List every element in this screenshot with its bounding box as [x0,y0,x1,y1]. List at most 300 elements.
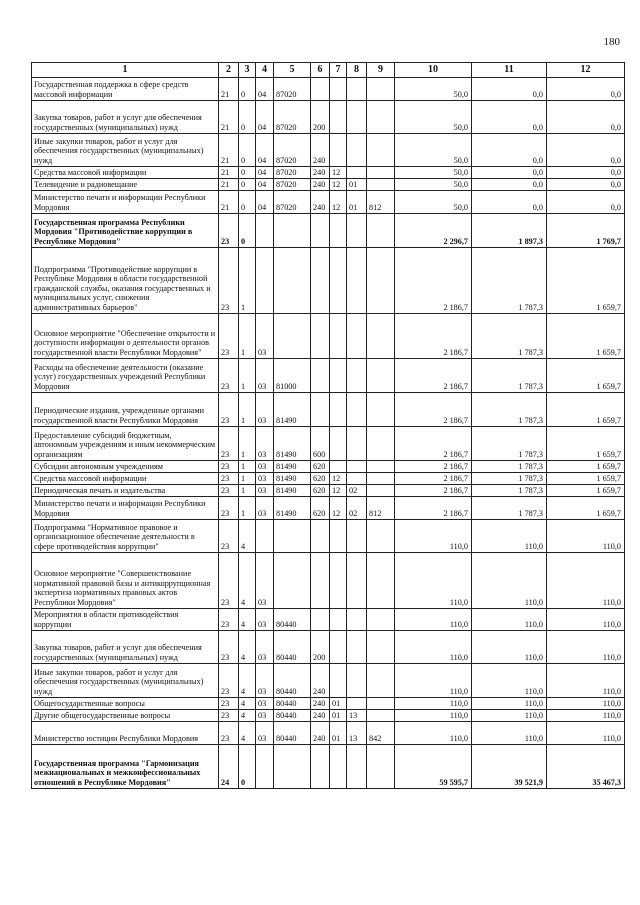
cell-code-7: 12 [330,497,347,520]
cell-value-10: 2 186,7 [395,473,472,485]
table-row [32,473,625,485]
cell-code-6: 200 [311,631,330,664]
cell-code-2: 23 [219,698,239,710]
cell-code-2: 23 [219,314,239,359]
cell-value-10: 2 186,7 [395,359,472,393]
cell-code-7: 01 [330,698,347,710]
cell-code-5 [274,520,311,553]
cell-value-11: 1 787,3 [472,485,547,497]
cell-code-3: 4 [239,698,256,710]
cell-value-10: 2 186,7 [395,393,472,427]
cell-value-10: 2 186,7 [395,497,472,520]
cell-value-10: 110,0 [395,609,472,631]
cell-code-8 [347,473,367,485]
cell-code-8 [347,609,367,631]
cell-code-9 [367,359,395,393]
cell-code-6: 240 [311,179,330,191]
cell-code-7 [330,393,347,427]
cell-code-5: 81490 [274,461,311,473]
row-name: Закупка товаров, работ и услуг для обеспечения государственных (муниципальных) нужд [32,631,219,664]
cell-code-3: 1 [239,314,256,359]
cell-value-11: 0,0 [472,134,547,167]
cell-code-6 [311,520,330,553]
cell-code-8 [347,359,367,393]
cell-code-4: 04 [256,101,274,134]
cell-code-9 [367,664,395,698]
cell-code-7: 12 [330,485,347,497]
cell-code-3: 0 [239,101,256,134]
cell-value-11: 1 787,3 [472,461,547,473]
cell-code-8 [347,314,367,359]
column-header: 7 [330,63,347,78]
table-row [32,497,625,520]
cell-code-4: 03 [256,664,274,698]
cell-code-7: 01 [330,722,347,745]
header-row [32,63,625,78]
column-header: 2 [219,63,239,78]
cell-value-12: 1 659,7 [547,427,625,461]
cell-code-4: 03 [256,393,274,427]
cell-code-8 [347,101,367,134]
cell-code-3: 4 [239,631,256,664]
cell-value-11: 0,0 [472,167,547,179]
cell-code-7: 12 [330,473,347,485]
cell-code-4: 03 [256,461,274,473]
cell-code-8: 01 [347,179,367,191]
cell-code-2: 21 [219,134,239,167]
cell-value-12: 1 659,7 [547,473,625,485]
cell-code-5 [274,214,311,248]
column-header: 1 [32,63,219,78]
cell-code-4: 03 [256,609,274,631]
cell-value-12: 110,0 [547,710,625,722]
cell-code-9 [367,314,395,359]
cell-code-6 [311,359,330,393]
cell-code-2: 23 [219,485,239,497]
column-header: 11 [472,63,547,78]
cell-code-9 [367,710,395,722]
table-row [32,214,625,248]
table-row [32,631,625,664]
table-row [32,427,625,461]
cell-value-12: 0,0 [547,167,625,179]
cell-code-9 [367,473,395,485]
cell-code-6 [311,78,330,101]
cell-code-5 [274,553,311,609]
row-name: Иные закупки товаров, работ и услуг для обеспечения государственных (муниципальных) нужд [32,134,219,167]
cell-code-9: 812 [367,191,395,214]
cell-code-5: 87020 [274,179,311,191]
cell-value-10: 50,0 [395,101,472,134]
cell-code-2: 23 [219,248,239,314]
cell-value-10: 110,0 [395,631,472,664]
cell-code-4: 03 [256,359,274,393]
cell-code-6 [311,553,330,609]
cell-value-10: 110,0 [395,553,472,609]
row-name: Государственная программа "Гармонизация межнациональных и межконфессиональных отношений в Республике Мордовия" [32,745,219,789]
cell-code-8 [347,134,367,167]
column-header: 12 [547,63,625,78]
cell-code-8 [347,167,367,179]
cell-code-7 [330,214,347,248]
row-name: Общегосударственные вопросы [32,698,219,710]
cell-code-3: 0 [239,167,256,179]
cell-value-10: 110,0 [395,520,472,553]
cell-code-3: 1 [239,485,256,497]
cell-value-10: 50,0 [395,134,472,167]
cell-code-8: 02 [347,485,367,497]
cell-code-5: 80440 [274,609,311,631]
row-name: Основное мероприятие "Совершенствование нормативной правовой базы и антикоррупционная экспертиза нормативных правовых актов Республики Мордовия" [32,553,219,609]
cell-value-10: 110,0 [395,722,472,745]
cell-value-12: 110,0 [547,722,625,745]
table-row [32,179,625,191]
table-row [32,664,625,698]
cell-code-4: 03 [256,698,274,710]
cell-code-3: 1 [239,393,256,427]
cell-code-2: 23 [219,393,239,427]
cell-value-11: 1 787,3 [472,248,547,314]
row-name: Периодические издания, учрежденные органами государственной власти Республики Мордовия [32,393,219,427]
cell-code-4: 03 [256,553,274,609]
cell-value-11: 0,0 [472,101,547,134]
table-row [32,485,625,497]
cell-code-6: 620 [311,497,330,520]
cell-code-5: 81490 [274,485,311,497]
cell-value-10: 2 186,7 [395,485,472,497]
row-name: Субсидии автономным учреждениям [32,461,219,473]
cell-code-8 [347,664,367,698]
row-name: Другие общегосударственные вопросы [32,710,219,722]
cell-code-4: 03 [256,427,274,461]
cell-code-8 [347,631,367,664]
cell-code-3: 4 [239,520,256,553]
cell-code-9 [367,609,395,631]
cell-value-11: 1 787,3 [472,497,547,520]
cell-code-7 [330,745,347,789]
cell-code-9 [367,745,395,789]
cell-code-5 [274,314,311,359]
cell-code-2: 21 [219,167,239,179]
cell-code-4: 04 [256,179,274,191]
table-row [32,78,625,101]
cell-code-7 [330,101,347,134]
cell-value-12: 0,0 [547,179,625,191]
cell-code-2: 21 [219,191,239,214]
row-name: Министерство печати и информации Республики Мордовия [32,497,219,520]
cell-code-5: 81490 [274,393,311,427]
cell-code-6 [311,214,330,248]
column-header: 5 [274,63,311,78]
cell-value-11: 110,0 [472,710,547,722]
cell-code-3: 0 [239,745,256,789]
table-row [32,520,625,553]
cell-value-10: 110,0 [395,710,472,722]
cell-code-6: 240 [311,722,330,745]
cell-code-5: 80440 [274,631,311,664]
table-body [32,78,625,789]
cell-code-8 [347,520,367,553]
cell-value-12: 1 659,7 [547,359,625,393]
cell-code-4: 03 [256,473,274,485]
cell-value-12: 110,0 [547,609,625,631]
cell-code-3: 4 [239,609,256,631]
cell-code-6 [311,745,330,789]
cell-code-5: 87020 [274,191,311,214]
cell-value-10: 2 186,7 [395,461,472,473]
column-header: 9 [367,63,395,78]
cell-code-6: 240 [311,698,330,710]
cell-code-4 [256,745,274,789]
cell-value-11: 1 787,3 [472,393,547,427]
table-row [32,393,625,427]
table-row [32,167,625,179]
cell-code-2: 23 [219,722,239,745]
cell-value-12: 0,0 [547,101,625,134]
cell-value-11: 1 787,3 [472,359,547,393]
cell-code-9 [367,631,395,664]
cell-code-7 [330,359,347,393]
cell-value-11: 1 787,3 [472,473,547,485]
cell-code-6 [311,393,330,427]
cell-code-7 [330,553,347,609]
cell-code-5: 80440 [274,698,311,710]
row-name: Подпрограмма "Противодействие коррупции в Республике Мордовия в области государственной гражданской службы, оказания государственных и муниципальных услуг, снижения административных барьеров" [32,248,219,314]
cell-code-5: 80440 [274,664,311,698]
cell-value-12: 1 659,7 [547,497,625,520]
page-number: 180 [603,36,620,48]
column-header: 4 [256,63,274,78]
cell-code-2: 21 [219,78,239,101]
row-name: Средства массовой информации [32,473,219,485]
cell-code-2: 23 [219,461,239,473]
cell-code-4: 04 [256,78,274,101]
table-row [32,553,625,609]
cell-code-2: 23 [219,473,239,485]
cell-value-11: 1 787,3 [472,427,547,461]
cell-code-4: 03 [256,710,274,722]
cell-code-6: 200 [311,101,330,134]
cell-code-2: 23 [219,359,239,393]
cell-value-11: 110,0 [472,553,547,609]
cell-code-5: 87020 [274,167,311,179]
cell-code-4 [256,248,274,314]
cell-value-11: 110,0 [472,664,547,698]
cell-value-10: 110,0 [395,698,472,710]
row-name: Подпрограмма "Нормативное правовое и организационное обеспечение деятельности в сфере противодействия коррупции" [32,520,219,553]
cell-code-4: 03 [256,485,274,497]
row-name: Периодическая печать и издательства [32,485,219,497]
cell-code-5 [274,248,311,314]
cell-value-12: 1 659,7 [547,461,625,473]
cell-code-7 [330,134,347,167]
cell-value-12: 110,0 [547,520,625,553]
cell-value-11: 1 897,3 [472,214,547,248]
cell-code-7: 12 [330,167,347,179]
cell-code-3: 4 [239,664,256,698]
row-name: Закупка товаров, работ и услуг для обеспечения государственных (муниципальных) нужд [32,101,219,134]
cell-value-12: 0,0 [547,191,625,214]
cell-code-8 [347,698,367,710]
cell-code-9 [367,427,395,461]
cell-code-2: 23 [219,497,239,520]
cell-code-3: 4 [239,553,256,609]
cell-code-8 [347,553,367,609]
cell-code-4 [256,520,274,553]
cell-value-12: 110,0 [547,631,625,664]
cell-code-9: 812 [367,497,395,520]
cell-code-7: 12 [330,191,347,214]
cell-code-5: 87020 [274,134,311,167]
cell-code-7 [330,248,347,314]
cell-code-8 [347,214,367,248]
cell-code-2: 21 [219,179,239,191]
cell-code-2: 23 [219,631,239,664]
cell-code-9 [367,461,395,473]
cell-value-11: 110,0 [472,722,547,745]
table-row [32,101,625,134]
cell-value-10: 2 186,7 [395,314,472,359]
budget-table [31,62,625,789]
cell-code-2: 23 [219,553,239,609]
cell-code-3: 0 [239,214,256,248]
table-row [32,248,625,314]
cell-code-7: 01 [330,710,347,722]
cell-code-4: 04 [256,167,274,179]
cell-code-6: 240 [311,167,330,179]
row-name: Расходы на обеспечение деятельности (оказание услуг) государственных учреждений Республики Мордовия [32,359,219,393]
cell-code-8: 02 [347,497,367,520]
cell-code-3: 1 [239,427,256,461]
cell-value-10: 2 296,7 [395,214,472,248]
table-row [32,698,625,710]
cell-value-10: 50,0 [395,179,472,191]
cell-code-6 [311,314,330,359]
cell-code-9 [367,78,395,101]
cell-code-7 [330,664,347,698]
cell-code-7 [330,631,347,664]
cell-code-3: 1 [239,248,256,314]
cell-value-11: 110,0 [472,631,547,664]
cell-code-4: 03 [256,631,274,664]
cell-code-7 [330,461,347,473]
cell-code-9 [367,553,395,609]
cell-code-3: 0 [239,134,256,167]
cell-code-5: 80440 [274,710,311,722]
cell-code-3: 0 [239,78,256,101]
cell-code-7 [330,609,347,631]
cell-code-3: 1 [239,461,256,473]
cell-code-6: 240 [311,710,330,722]
cell-code-7 [330,427,347,461]
cell-code-9 [367,167,395,179]
row-name: Телевидение и радиовещание [32,179,219,191]
cell-value-10: 110,0 [395,664,472,698]
cell-code-6: 240 [311,664,330,698]
cell-value-11: 110,0 [472,520,547,553]
column-header: 8 [347,63,367,78]
cell-code-9 [367,698,395,710]
cell-code-2: 23 [219,427,239,461]
cell-value-10: 50,0 [395,78,472,101]
cell-value-10: 2 186,7 [395,248,472,314]
cell-code-3: 1 [239,473,256,485]
cell-code-8: 01 [347,191,367,214]
cell-code-4: 03 [256,497,274,520]
row-name: Предоставление субсидий бюджетным, автономным учреждениям и иным некоммерческим организациям [32,427,219,461]
cell-value-11: 0,0 [472,78,547,101]
cell-value-12: 1 659,7 [547,248,625,314]
table-row [32,745,625,789]
cell-code-3: 1 [239,497,256,520]
cell-value-10: 50,0 [395,167,472,179]
cell-value-10: 2 186,7 [395,427,472,461]
cell-code-8 [347,461,367,473]
cell-code-6: 620 [311,473,330,485]
cell-code-6: 240 [311,191,330,214]
cell-code-9 [367,134,395,167]
cell-value-12: 35 467,3 [547,745,625,789]
cell-code-2: 21 [219,101,239,134]
cell-code-9 [367,393,395,427]
cell-code-7 [330,314,347,359]
cell-code-6: 240 [311,134,330,167]
table-row [32,710,625,722]
cell-value-12: 1 659,7 [547,485,625,497]
column-header: 3 [239,63,256,78]
table-row [32,461,625,473]
cell-value-12: 1 769,7 [547,214,625,248]
cell-code-5: 87020 [274,78,311,101]
cell-code-4 [256,214,274,248]
cell-code-4: 03 [256,722,274,745]
cell-code-2: 23 [219,710,239,722]
cell-code-2: 24 [219,745,239,789]
cell-value-12: 0,0 [547,134,625,167]
cell-code-8 [347,745,367,789]
cell-code-6: 620 [311,485,330,497]
row-name: Средства массовой информации [32,167,219,179]
cell-code-7 [330,78,347,101]
cell-code-8 [347,393,367,427]
column-header: 6 [311,63,330,78]
cell-code-5: 81000 [274,359,311,393]
cell-code-9 [367,214,395,248]
cell-value-12: 0,0 [547,78,625,101]
cell-code-6: 620 [311,461,330,473]
row-name: Государственная поддержка в сфере средств массовой информации [32,78,219,101]
cell-code-4: 03 [256,314,274,359]
cell-value-12: 110,0 [547,553,625,609]
column-header: 10 [395,63,472,78]
row-name: Министерство печати и информации Республики Мордовия [32,191,219,214]
cell-code-8 [347,427,367,461]
cell-value-11: 0,0 [472,179,547,191]
cell-value-11: 110,0 [472,698,547,710]
table-row [32,359,625,393]
cell-code-2: 23 [219,609,239,631]
cell-value-12: 110,0 [547,698,625,710]
cell-code-9 [367,248,395,314]
cell-code-2: 23 [219,664,239,698]
cell-code-5: 80440 [274,722,311,745]
cell-code-2: 23 [219,214,239,248]
row-name: Основное мероприятие "Обеспечение открытости и доступности информации о деятельности органов государственной власти Республики Мордовия" [32,314,219,359]
cell-code-3: 0 [239,179,256,191]
cell-value-12: 1 659,7 [547,393,625,427]
cell-code-8 [347,78,367,101]
cell-value-12: 110,0 [547,664,625,698]
